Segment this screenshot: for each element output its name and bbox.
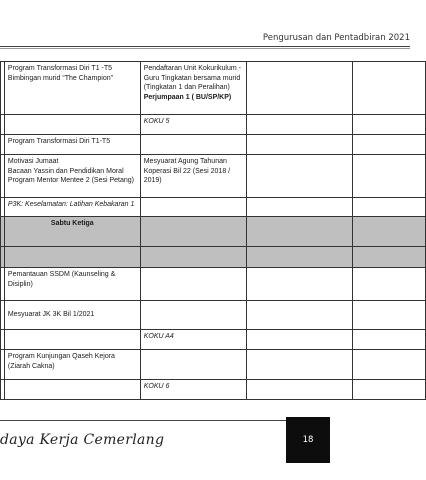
table-row xyxy=(1,301,426,330)
table-cell: Mesyuarat JK 3K Bil 1/2021 xyxy=(4,301,140,330)
footer-motto: daya Kerja Cemerlang xyxy=(0,432,165,448)
table-cell: Pendaftaran Unit Kokurikulum - Guru Tingkatan bersama murid (Tingkatan 1 dan Peralihan) Perjumpaan 1 ( BU/SP/KP) xyxy=(140,62,246,115)
footer-rule xyxy=(0,420,300,421)
table-cell: Pemantauan SSDM (Kaunseling & Disiplin) xyxy=(4,268,140,301)
schedule-table xyxy=(0,61,426,400)
table-cell: KOKU 5 xyxy=(140,115,246,135)
header-rule xyxy=(0,46,410,47)
table-row xyxy=(1,217,426,247)
table-row xyxy=(1,115,426,135)
table-row xyxy=(1,247,426,268)
table-row xyxy=(1,350,426,380)
table-cell: Mesyuarat Agung Tahunan Koperasi Bil 22 (Sesi 2018 / 2019) xyxy=(140,155,246,198)
table-row xyxy=(1,380,426,400)
table-cell: P3K: Keselamatan: Latihan Kebakaran 1 xyxy=(4,198,140,217)
table-cell: Program Transformasi Diri T1 -T5 Bimbingan murid “The Champion” xyxy=(4,62,140,115)
table-row xyxy=(1,135,426,155)
table-cell: Program Transformasi Diri T1-T5 xyxy=(4,135,140,155)
page-number-box xyxy=(286,417,330,463)
table-cell: Program Kunjungan Qaseh Kejora (Ziarah Cakna) xyxy=(4,350,140,380)
table-row xyxy=(1,268,426,301)
table-cell: KOKU 6 xyxy=(140,380,246,400)
table-row xyxy=(1,330,426,350)
table-row xyxy=(1,62,426,115)
page-header-title: Pengurusan dan Pentadbiran 2021 xyxy=(262,33,410,43)
table-cell: Motivasi Jumaat Bacaan Yassin dan Pendidikan Moral Program Mentor Mentee 2 (Sesi Petang) xyxy=(4,155,140,198)
header-rule-thin xyxy=(0,48,410,49)
table-cell: KOKU A4 xyxy=(140,330,246,350)
table-cell: Sabtu Ketiga xyxy=(4,217,140,247)
page-number: 18 xyxy=(302,435,314,445)
table-row xyxy=(1,155,426,198)
table-row xyxy=(1,198,426,217)
